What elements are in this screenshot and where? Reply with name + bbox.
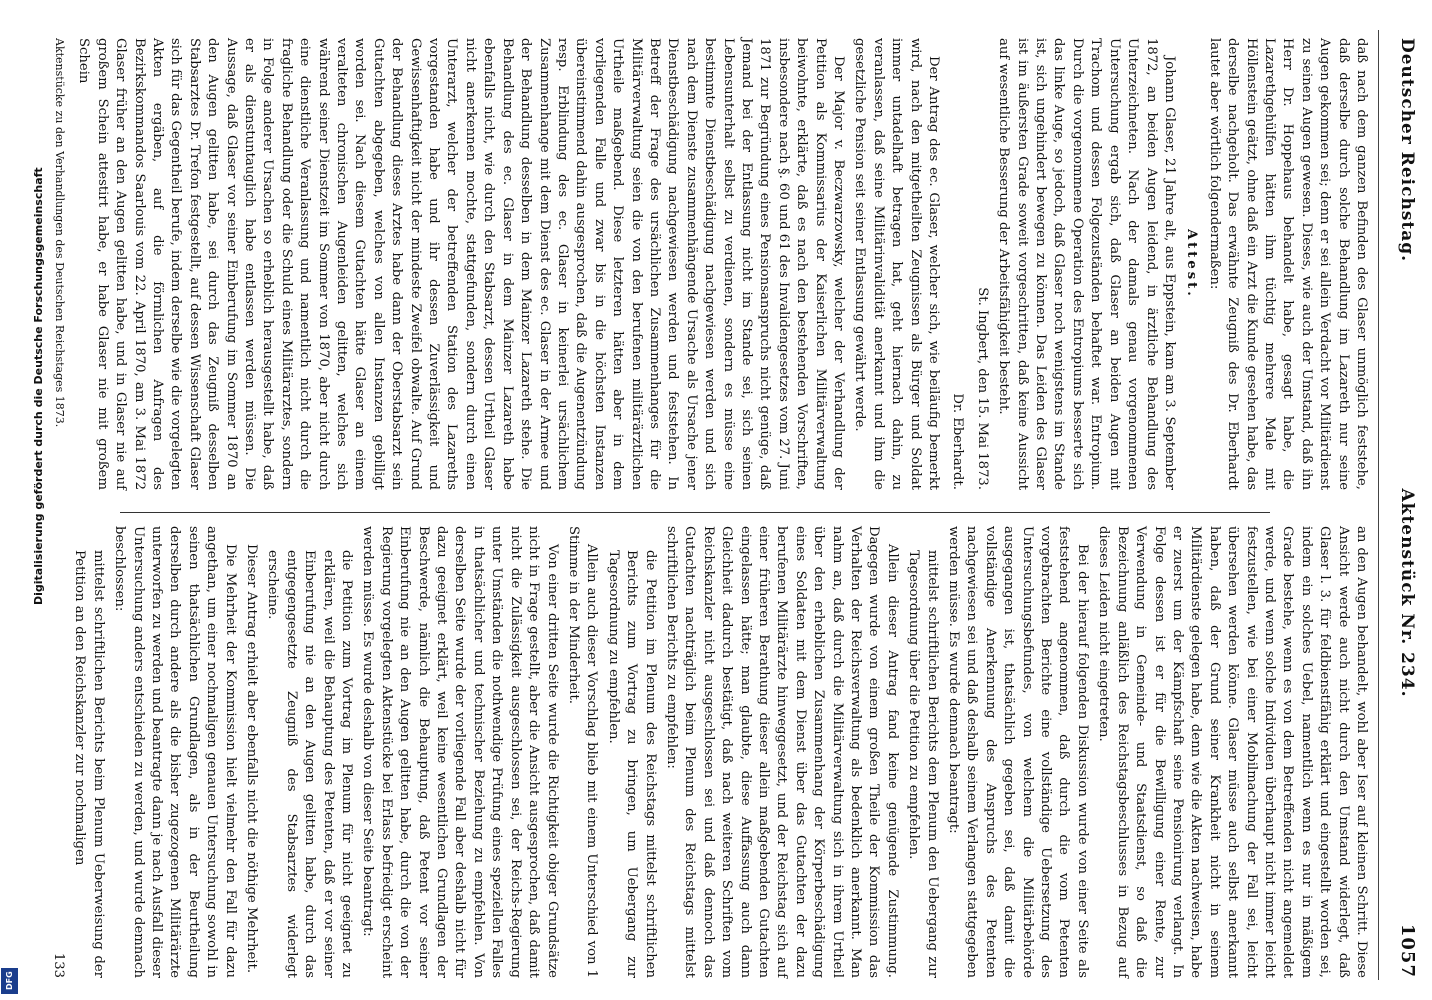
paragraph: an den Augen behandelt, wohl aber Iser auf kleinen Schritt. Diese Ansicht werde auch nicht durch den Umstand widerlegt, daß Glaser l. 3. für feldbienstfähig erklärt und eingestellt worden sei, indem ein solches Uebel, namentlich wenn es nur in mäßigem Grade bestehe, wenn es von dem Betreffenden nicht angemeldet werde, und wenn solche Individuen überhaupt nicht immer leicht festzustellen, wie bei einer Mobilmachung der Fall sei, leicht übersehen werden könne. Glaser müsse auch selbst anerkannt haben, daß der Grund seiner Krankheit nicht in seinem Militärdienste gelegen habe, denn wie die Akten nachweisen, habe er zuerst um der Kämpfschaft seine Pensionirung verlangt. In Folge dessen ist er für die Bewilligung einer Rente, zur Verwendung in Gemeinde- und Staatsdienst, so daß die Bezeichnung anläßlich des Reichstagsbeschlusses in Bezug auf dieses Leiden nicht eingetreten. (1096, 526, 1369, 978)
header-title: Deutscher Reichstag. (1397, 38, 1417, 263)
page-footer: Aktenstücke zu den Verhandlungen des Deutschen Reichstages 1873. (52, 38, 66, 428)
column-left (52, 38, 1370, 490)
dfg-logo-icon: DFG (1, 968, 18, 994)
motion: mittelst schriftlichen Berichts dem Plenum den Uebergang zur Tagesordnung über die Petition zu empfehlen. (906, 550, 940, 978)
motion: die Petition im Plenum des Reichstags mittelst schriftlichen Berichts zum Vortrag zu bringen, um Uebergang zur Tagesordnung zu empfehlen. (605, 550, 658, 978)
signature-place: St. Ingbert, den 15. Mai 1873. (974, 287, 990, 490)
paragraph: Der Antrag des ec. Glaser, welcher sich, wie beiläufig bemerkt wird, nach den mitgetheilten Zeugnissen als Bürger und Soldat immer untadelhaft betragen hat, geht hiernach dahin, zu veranlassen, daß seine Militärinvalidität anerkannt und ihm die gesetzliche Pension seit seiner Entlassung gewährt werde. (852, 38, 942, 490)
paragraph: Allein dieser Antrag fand keine genügende Zustimmung. Dagegen wurde von einem großen Theile der Kommission das Verhalten der Reichsverwaltung als bedenklich anerkannt. Man nahm an, daß durch die Militärverwaltung sich in ihrem Urtheil über den erheblichen Zusammenhang der Körperbeschädigung eines Soldaten mit dem Dienst über das Gutachten der dazu berufenen Militärärzte hinweggesetzt, und der Reichstag sich auf einer früheren Berathung dieser allein maßgebenden Gutachten eingelassen hätte; man glaubte, diese Auffassung auch dann Gleichheit dadurch bestätigt, daß nach weiteren Schriften vom Reichskanzler nicht ausgeschlossen sei und daß dennoch das Gutachten nachträglich beim Plenum des Reichstags mittelst schriftlichen Berichts zu empfehlen: (663, 526, 900, 978)
page-number: 1057 (1397, 923, 1418, 978)
signature-name: Dr. Eberhardt. (950, 393, 966, 490)
paragraph: Die Mehrheit der Kommission hielt vielmehr den Fall für dazu angethan, um einer nochmaligen genauen Untersuchung sowohl in seinen thatsächlichen Grundlagen, als in der Beurtheilung derselben durch andere als die bisher zugezogenen Militärärzte unterworfen zu werden und beantragte dann je nach Ausfall dieser Untersuchung anders entschieden zu werden, und wurde demnach beschlossen: (112, 526, 238, 978)
paragraph: Allein auch dieser Vorschlag blieb mit einem Unterschied von 1 Stimme in der Minderheit. (565, 526, 600, 978)
page-header (1384, 38, 1418, 978)
motion: die Petition zum Vortrag im Plenum für nicht geeignet zu erklären, weil die Behauptung des Petenten, daß er vor seiner Einberufung nie an den Augen gelitten habe, durch das entgegengesetzte Zeugniß des Stabsarztes widerlegt erscheine. (265, 550, 355, 978)
paragraph: daß nach dem ganzen Befinden des Glaser unmöglich feststehe, daß derselbe durch solche Behandlung im Lazareth nur seine Augen gekommen sei; denn er sei allein Verdacht vor Militärdienst zu seinen Augen gewesen. Dieses, wie auch der Umstand, daß ihn Herr Dr. Hoppehaus behandelt habe, gesagt habe, die Lazarethgehülfen hätten ihm tüchtig mehrere Male mit Höllenstein geätzt, ohne daß ein Arzt die Kunde gesehen habe, das derselbe nachgeholt. Das erwähnte Zeugniß des Dr. Eberhardt lautet aber wörtlich folgendermaßen: (1206, 38, 1369, 490)
header-rule (1378, 30, 1379, 980)
digitization-note: Digitalisierung gefördert durch die Deutsche Forschungsgemeinschaft (32, 167, 45, 605)
attest-text: Johann Glaser, 21 Jahre alt, aus Eppstein, kam am 3. September 1872, an beiden Augen leidend, in ärztliche Behandlung des Unterzeichneten. Nach der damals genau vorgenommenen Untersuchung ergab sich, daß Glaser an beiden Augen mit Trachom und dessen Folgezuständen behaftet war. Entropium. Durch die vorgenommene Operation des Entropiums besserte sich das linke Auge, so jedoch, daß Glaser noch wenigstens im Stande ist, sich ungehindert bewegen zu können. Das Leiden des Glaser ist im äußersten Grade soweit vorgeschritten, daß keine Aussicht auf wesentliche Besserung der Arbeitsfähigkeit besteht. (996, 38, 1177, 490)
attest-heading: Attest. (1184, 229, 1200, 299)
paragraph: Von einer dritten Seite wurde die Richtigkeit obiger Grundsätze nicht in Frage gestellt, aber die Ansicht ausgesprochen, daß damit nicht die Zulässigkeit ausgeschlossen sei, der Reichs-Regierung unter Umständen die nothwendige Prüfung eines speziellen Falles in thatsächlicher und technischer Beziehung zu empfehlen. Von derselben Seite wurde der vorliegende Fall aber deshalb nicht für dazu geeignet erklärt, weil keine wesentlichen Grundlagen der Beschwerde, nämlich die Behauptung, daß Petent vor seiner Einberufung nie an den Augen gelitten habe, durch die von der Regierung vorgelegten Aktenstücke bei Erlass befriedigt erscheint werden müsse. Es wurde deshalb von dieser Seite beantragt: (360, 526, 560, 978)
sheet-mark: 133 (50, 952, 66, 978)
paragraph: Bei der hierauf folgenden Diskussion wurde von einer Seite als feststehend angenommen, daß durch die vom Petenten vorgebrachten Berichte eine vollständige Uebersetzung des Untersuchungsbefundes, von welchem die Militärbehörde ausgegangen ist, thatsächlich gegeben sei, daß damit die vollständige Anerkennung des Anspruchs des Petenten nachgewiesen sei und daß deshalb seinem Verlangen stattgegeben werden müsse. Es wurde demnach beantragt: (946, 526, 1090, 978)
paragraph: Dieser Antrag erhielt aber ebenfalls nicht die nöthige Mehrheit. (244, 544, 260, 974)
paragraph: Der Major v. Beczwarzowsky, welcher der Verhandlung der Petition als Kommissarius der Kaiserlichen Militärverwaltung beiwohnte, erklärte, daß es nach den bestehenden Vorschriften, insbesondere nach §. 60 und 61 des Invalidengesetzes vom 27. Juni 1871 zur Begründung eines Pensionsanspruchs nicht genüge, daß Jemand bei der Entlassung nicht im Stande sei, sich seinen Lebensunterhalt selbst zu verdienen, sondern es müsse eine bestimmte Dienstbeschädigung nachgewiesen werden und sich nach dem Dienste zusammenhängende Ursache als Ursache jener Dienstbeschädigung nachgewiesen werden und feststehen. In Betreff der Frage des ursächlichen Zusammenhanges für die Militärverwaltung seien die von den berufenen militärärztlichen Urtheile maßgebend. Diese letzteren hätten aber in dem vorliegenden Falle und zwar bis in die höchsten Instanzen übereinstimmend dahin ausgesprochen, daß die Augenentzündung resp. Erblindung des ec. Glaser in keinerlei ursächlichem Zusammenhange mit dem Dienst des ec. Glaser in der Armee und der Behandlung desselben in dem Mainzer Lazareth stehe. Die Behandlung des ec. Glaser in dem Mainzer Lazareth habe ebenfalls nicht, wie durch den Stabsarzt, dessen Urtheil Glaser nicht anerkennen mochte, stattgefunden, sondern durch einen Unterarzt, welcher der betreffenden Station des Lazareths vorgestanden habe und ihr dessen Zuverlässigkeit und Gewissenhaftigkeit nicht der mindeste Zweifel obwalte. Auf Grund der Behandlung dieses Arztes habe dann der Oberstabsarzt sein Gutachten abgegeben, welches von allen Instanzen gebilligt worden sei. Nach diesem Gutachten hätte Glaser an einem veralteten chronischen Augenleiden gelitten, welches sich während seiner Dienstzeit im Sommer von 1870, aber nicht durch eine dienstliche Veranlassung und namentlich nicht durch die fragliche Behandlung oder die Schuld eines Militärarztes, sondern in Folge anderer Ursachen so erheblich herausgestellt habe, daß er als dienstuntauglich habe entlassen werden müssen. Die Aussage, daß Glaser vor seiner Einberufung im Sommer 1870 an den Augen gelitten habe, sei durch das Zeugniß desselben Stabsarztes Dr. Trefon festgestellt, auf dessen Wissenschaft Glaser sich für das Gegentheil berufe, indem derselbe wie die vorgelegten Akten ergäben, auf die förmlichen Anfragen des Bezirkskommandos Saarlouis vom 22. April 1870, am 3. Mai 1872 Glaser früher an den Augen gelitten habe, und in Glaser nie auf großem Schein attestirt habe, er habe Glaser nie mit großem Schein (76, 38, 847, 490)
column-divider (120, 512, 1270, 513)
motion: mittelst schriftlichen Berichts beim Plenum Ueberweisung der Petition an den Reichskanzler zur nochmaligen (72, 550, 106, 978)
column-right (50, 526, 1370, 978)
header-section: Aktenstück Nr. 234. (1397, 488, 1417, 698)
